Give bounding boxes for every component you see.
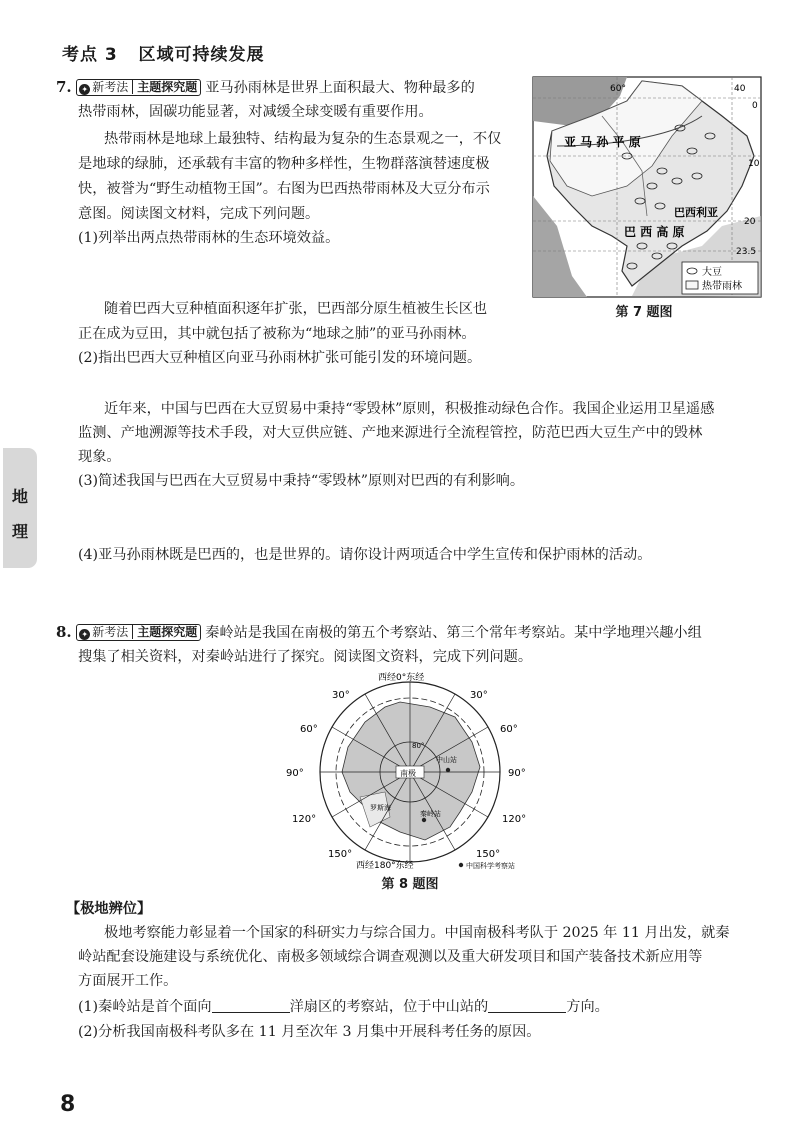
q7-para3-line2: 监测、产地溯源等技术手段，对大豆供应链、产地来源进行全流程管控，防范巴西大豆生产中的毁林 [78,425,703,441]
brazil-map [532,76,762,298]
map8-r120: 120° [502,814,527,825]
qinling-station-icon [422,818,426,822]
q8-tag-new: 新考法 [92,625,129,639]
map8-zhongshan: 中山站 [436,756,457,764]
q8-intro-line2: 搜集了相关资料，对秦岭站进行了探究。阅读图文资料，完成下列问题。 [78,649,533,665]
map7-brasilia: 巴西利亚 [674,206,718,219]
map8-r90: 90° [508,768,526,779]
q7-tag [76,79,201,96]
side-tab-char2: 理 [11,522,28,541]
q8-intro-line1: 秦岭站是我国在南极的第五个考察站、第三个常年考察站。某中学地理兴趣小组 [205,625,702,641]
map8-r30: 30° [470,690,488,701]
map7-lat235: 23.5 [736,247,757,257]
q7-sub3: (3)简述我国与巴西在大豆贸易中秉持“零毁林”原则对巴西的有利影响。 [78,473,525,489]
q8-sub1-b: 洋扇区的考察站，位于中山站的 [289,999,489,1015]
q7-intro-line1: 亚马孙雨林是世界上面积最大、物种最多的 [205,80,475,96]
map8-l60: 60° [300,724,318,735]
map8-l30: 30° [332,690,350,701]
map8-legend: 中国科学考察站 [466,862,515,870]
map8-r150: 150° [476,849,501,860]
page-number: 8 [60,1092,76,1117]
q7-sub1: (1)列举出两点热带雨林的生态环境效益。 [78,230,340,246]
q7-para-line3: 快，被誉为“野生动植物王国”。右图为巴西热带雨林及大豆分布示 [78,181,490,197]
map7-lat10: 10 [748,159,760,169]
section-heading: 区域可持续发展 [138,45,265,65]
map8-bottom-label: 西经180°东经 [356,861,414,870]
q7-para-line2: 是地球的绿肺，还承载有丰富的物种多样性，生物群落演替速度极 [78,156,490,172]
map7-legend-soy: 大豆 [702,267,722,278]
q7-sub4: (4)亚马孙雨林既是巴西的，也是世界的。请你设计两项适合中学生宣传和保护雨林的活动。 [78,547,652,563]
side-tab-char1: 地 [11,487,28,506]
map8-l150: 150° [328,849,353,860]
q7-map-caption: 第 7 题图 [615,305,673,320]
q8-tag [76,624,201,641]
map7-lon40: 40 [734,84,746,94]
antarctica-map [280,670,540,870]
map7-legend-forest: 热带雨林 [702,281,742,292]
map7-lat20: 20 [744,217,756,227]
map8-l120: 120° [292,814,317,825]
q7-tag-new: 新考法 [92,80,129,94]
map7-lat0: 0 [752,101,758,111]
station-legend-icon [459,863,463,867]
q7-para-line4: 意图。阅读图文材料，完成下列问题。 [78,206,320,222]
q8-tag-topic: 主题探究题 [132,625,197,639]
map8-qinling: 秦岭站 [420,810,441,818]
map8-r60: 60° [500,724,518,735]
q7-para2-line2: 正在成为豆田，其中就包括了被称为“地球之肺”的亚马孙雨林。 [78,326,476,342]
map7-amazon: 亚 马 孙 平 原 [564,135,641,149]
q8-sub2: (2)分析我国南极科考队多在 11 月至次年 3 月集中开展科考任务的原因。 [78,1024,541,1040]
q8-sub1 [78,995,609,1020]
q7-number: 7. [56,78,72,96]
q8-sub1-a: (1)秦岭站是首个面向 [78,999,212,1015]
q8-map-caption: 第 8 题图 [381,877,439,892]
q7-sub2: (2)指出巴西大豆种植区向亚马孙雨林扩张可能引发的环境问题。 [78,350,482,366]
q7-para3-line1: 近年来，中国与巴西在大豆贸易中秉持“零毁林”原则，积极推动绿色合作。我国企业运用卫星遥感 [104,401,715,417]
forest-legend-icon [686,281,698,289]
q7-intro [56,75,526,101]
q8-number: 8. [56,623,72,641]
answer-blank-1[interactable] [212,998,290,1013]
q8-para-line3: 方面展开工作。 [78,973,178,989]
map8-top-label: 西经0°东经 [378,673,425,683]
zhongshan-station-icon [446,768,450,772]
q7-tag-topic: 主题探究题 [132,80,197,94]
map8-lat80: 80° [412,742,425,750]
bulb-icon: ✦ [79,84,90,95]
q7-intro-line2: 热带雨林，固碳功能显著，对减缓全球变暖有重要作用。 [78,104,433,120]
q8-para-line1: 极地考察能力彰显着一个国家的科研实力与综合国力。中国南极科考队于 2025 年 11 月出发，就秦 [104,925,730,941]
q8-sub1-c: 方向。 [566,999,609,1015]
map7-lon60: 60° [610,84,626,94]
q8-section-head: 【极地辨位】 [66,901,152,917]
map7-plateau: 巴 西 高 原 [624,225,685,239]
q7-para2-line1: 随着巴西大豆种植面积逐年扩张，巴西部分原生植被生长区也 [104,301,488,317]
answer-blank-2[interactable] [488,998,566,1013]
q7-para-line1: 热带雨林是地球上最独特、结构最为复杂的生态景观之一，不仅 [104,131,502,147]
map8-l90: 90° [286,768,304,779]
map8-ross: 罗斯海 [370,804,391,812]
q8-intro [56,620,776,646]
q8-para-line2: 岭站配套设施建设与系统优化、南极多领域综合调查观测以及重大研发项目和国产装备技术新应用等 [78,949,703,965]
q7-para3-line3: 现象。 [78,449,121,465]
bulb-icon: ✦ [79,629,90,640]
subject-side-tab [3,448,37,568]
map8-pole: 南极 [400,769,416,778]
section-title [62,40,265,65]
section-label: 考点 3 [62,45,118,65]
